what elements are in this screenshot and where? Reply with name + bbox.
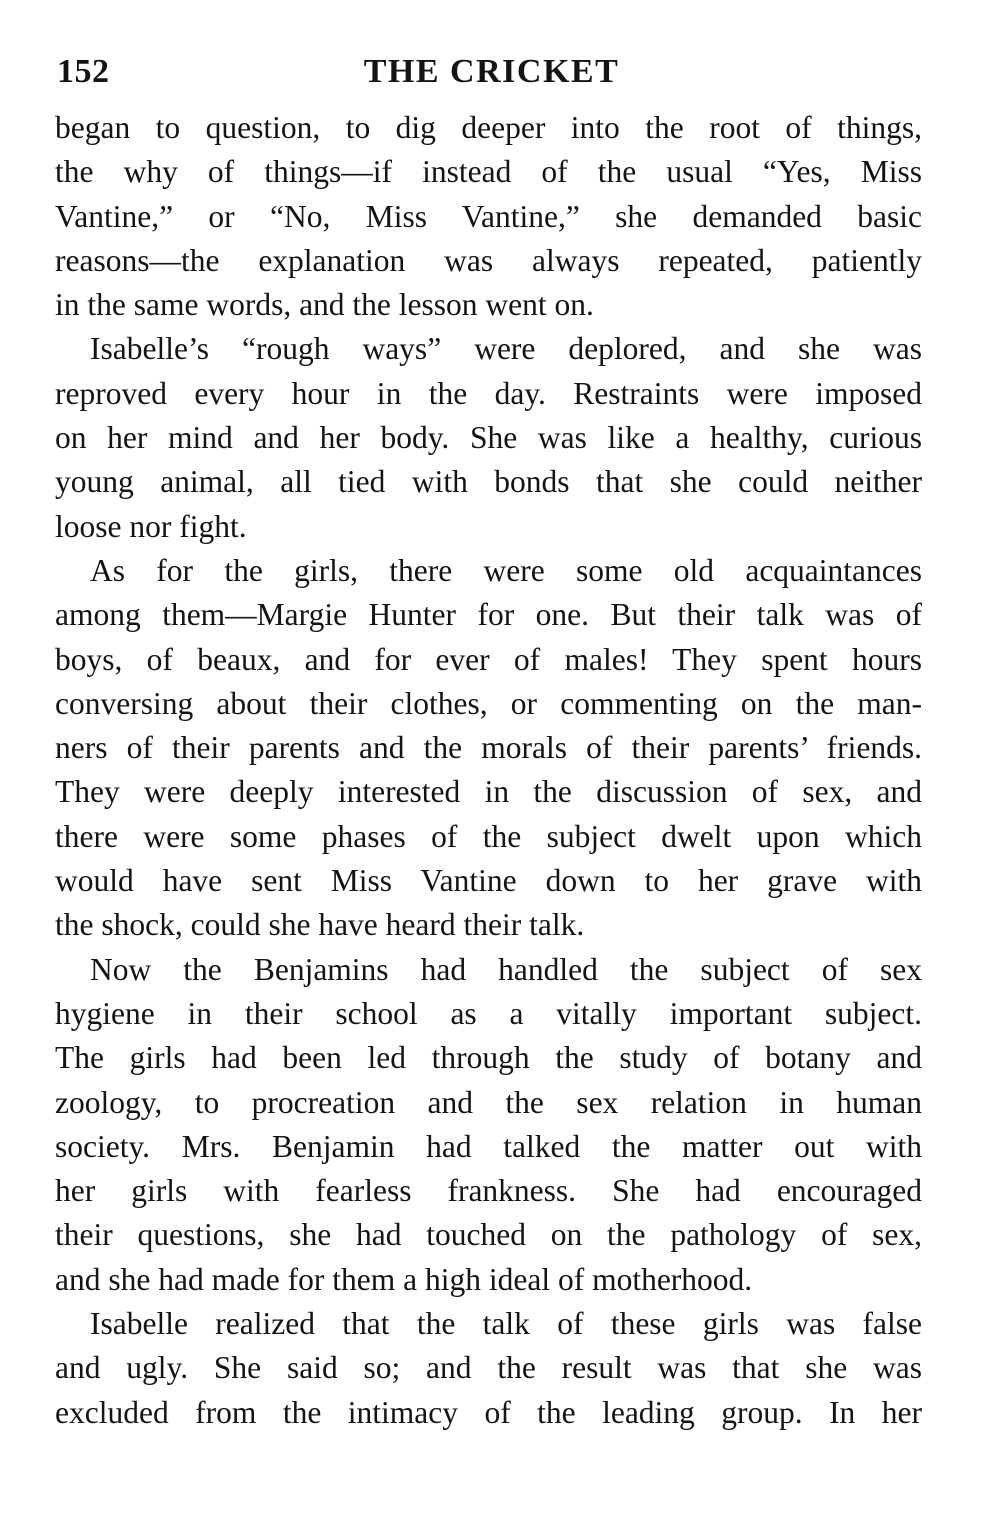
- text-line: They were deeply interested in the discussion of sex, and: [55, 774, 922, 810]
- text-line: excluded from the intimacy of the leading group. In her: [55, 1394, 922, 1430]
- text-line: there were some phases of the subject dwelt upon which: [55, 818, 922, 854]
- text-line: reproved every hour in the day. Restraints were imposed: [55, 375, 922, 411]
- text-line: their questions, she had touched on the pathology of sex,: [55, 1217, 922, 1253]
- running-title: THE CRICKET: [363, 53, 620, 90]
- page-header: [55, 50, 922, 94]
- text-line: zoology, to procreation and the sex relation in human: [55, 1084, 922, 1120]
- text-line: and she had made for them a high ideal of motherhood.: [55, 1261, 753, 1297]
- paragraph-first-line: Isabelle’s “rough ways” were deplored, and she was: [90, 331, 922, 367]
- paragraph-first-line: Now the Benjamins had handled the subject of sex: [90, 951, 922, 987]
- text-line: boys, of beaux, and for ever of males! They spent hours: [55, 641, 922, 677]
- text-line: conversing about their clothes, or commenting on the man-: [55, 685, 922, 721]
- text-line: hygiene in their school as a vitally important subject.: [55, 995, 922, 1031]
- text-line: among them—Margie Hunter for one. But their talk was of: [55, 597, 922, 633]
- text-line: ners of their parents and the morals of their parents’ friends.: [55, 730, 922, 766]
- body-text: [55, 106, 922, 1435]
- text-line: would have sent Miss Vantine down to her grave with: [55, 863, 922, 899]
- text-line: began to question, to dig deeper into the root of things,: [55, 110, 922, 145]
- text-line: society. Mrs. Benjamin had talked the matter out with: [55, 1128, 922, 1164]
- text-line: and ugly. She said so; and the result was that she was: [55, 1350, 922, 1386]
- paragraph-first-line: Isabelle realized that the talk of these girls was false: [90, 1306, 922, 1342]
- text-line: in the same words, and the lesson went on.: [55, 287, 594, 323]
- text-line: young animal, all tied with bonds that she could neither: [55, 464, 922, 500]
- text-line: loose nor fight.: [55, 508, 247, 544]
- text-line: reasons—the explanation was always repeated, patiently: [55, 242, 922, 278]
- text-line: The girls had been led through the study of botany and: [55, 1040, 922, 1076]
- text-line: the shock, could she have heard their talk.: [55, 907, 585, 943]
- text-line: her girls with fearless frankness. She had encouraged: [55, 1173, 922, 1209]
- page-number: 152: [57, 53, 110, 90]
- paragraph-first-line: As for the girls, there were some old acquaintances: [90, 552, 922, 588]
- text-line: on her mind and her body. She was like a healthy, curious: [55, 420, 922, 456]
- text-line: the why of things—if instead of the usual “Yes, Miss: [55, 154, 922, 190]
- text-line: Vantine,” or “No, Miss Vantine,” she demanded basic: [55, 198, 922, 234]
